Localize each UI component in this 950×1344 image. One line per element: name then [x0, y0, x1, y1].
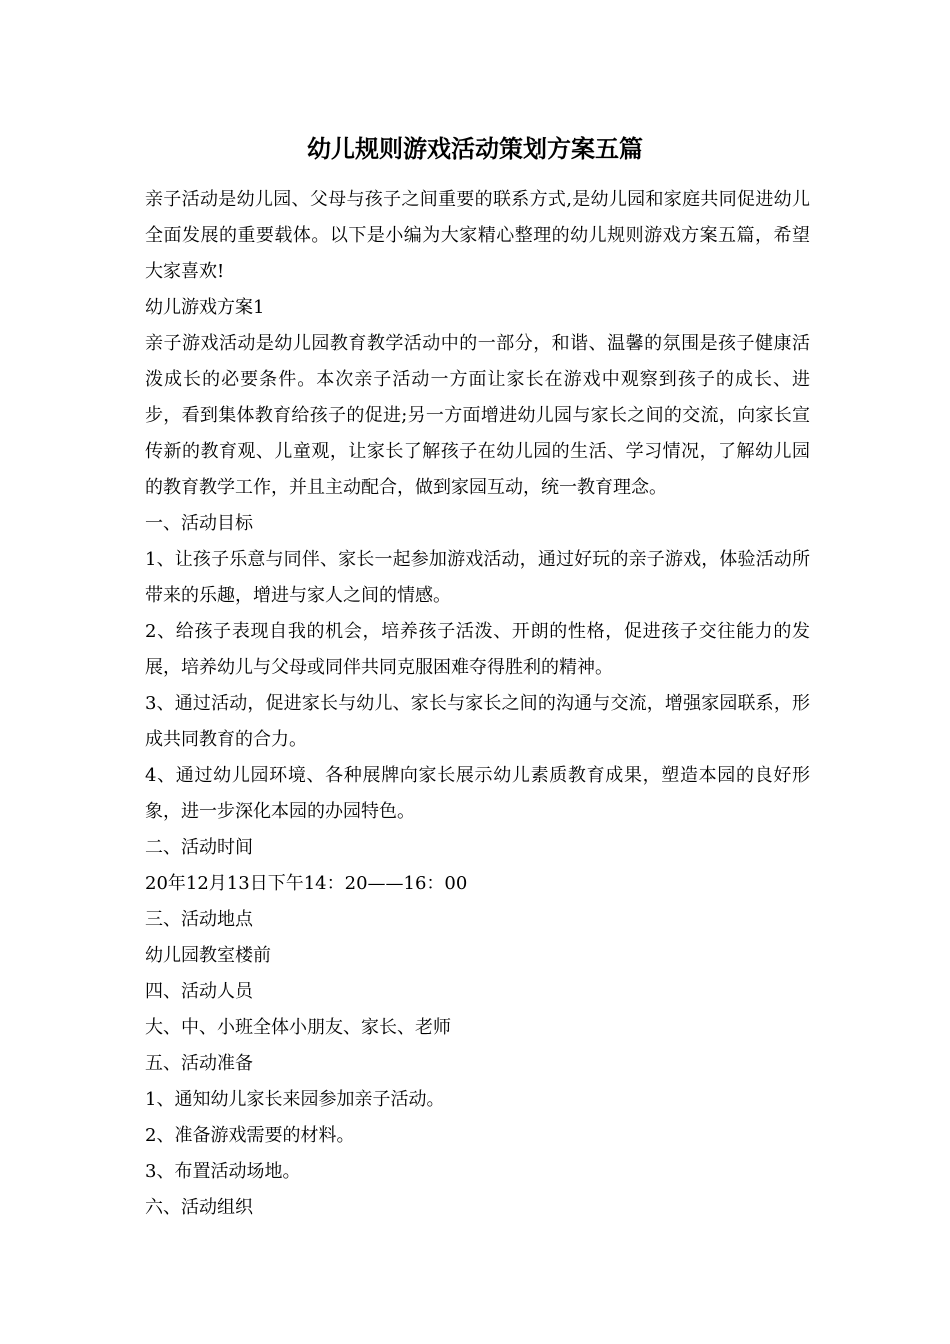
document-title: 幼儿规则游戏活动策划方案五篇 — [307, 134, 643, 163]
activity-location-value: 幼儿园教室楼前 — [145, 945, 271, 966]
heading-activity-time: 二、活动时间 — [145, 837, 253, 858]
goal-item-2: 2、给孩子表现自我的机会，培养孩子活泼、开朗的性格，促进孩子交往能力的发展，培养幼儿与父母或同伴共同克服困难夺得胜利的精神。 — [145, 621, 810, 678]
document-body — [145, 182, 810, 1226]
preparation-item-1: 1、通知幼儿家长来园参加亲子活动。 — [145, 1089, 445, 1110]
activity-participants-value: 大、中、小班全体小朋友、家长、老师 — [145, 1017, 451, 1038]
plan-1-intro-paragraph: 亲子游戏活动是幼儿园教育教学活动中的一部分，和谐、温馨的氛围是孩子健康活泼成长的必要条件。本次亲子活动一方面让家长在游戏中观察到孩子的成长、进步，看到集体教育给孩子的促进;另一方面增进幼儿园与家长之间的交流，向家长宣传新的教育观、儿童观，让家长了解孩子在幼儿园的生活、学习情况，了解幼儿园的教育教学工作，并且主动配合，做到家园互动，统一教育理念。 — [145, 333, 810, 498]
intro-paragraph: 亲子活动是幼儿园、父母与孩子之间重要的联系方式,是幼儿园和家庭共同促进幼儿全面发展的重要载体。以下是小编为大家精心整理的幼儿规则游戏方案五篇，希望大家喜欢! — [145, 189, 810, 282]
activity-time-value: 20年12月13日下午14：20——16：00 — [145, 873, 468, 894]
heading-activity-goals: 一、活动目标 — [145, 513, 253, 534]
preparation-item-2: 2、准备游戏需要的材料。 — [145, 1125, 355, 1146]
section-title-plan-1: 幼儿游戏方案1 — [145, 297, 265, 318]
heading-activity-preparation: 五、活动准备 — [145, 1053, 253, 1074]
heading-activity-location: 三、活动地点 — [145, 909, 253, 930]
goal-item-1: 1、让孩子乐意与同伴、家长一起参加游戏活动，通过好玩的亲子游戏，体验活动所带来的乐趣，增进与家人之间的情感。 — [145, 549, 810, 606]
heading-activity-organization: 六、活动组织 — [145, 1197, 253, 1218]
goal-item-3: 3、通过活动，促进家长与幼儿、家长与家长之间的沟通与交流，增强家园联系，形成共同教育的合力。 — [145, 693, 810, 750]
goal-item-4: 4、通过幼儿园环境、各种展牌向家长展示幼儿素质教育成果，塑造本园的良好形象，进一步深化本园的办园特色。 — [145, 765, 810, 822]
preparation-item-3: 3、布置活动场地。 — [145, 1161, 301, 1182]
heading-activity-participants: 四、活动人员 — [145, 981, 253, 1002]
